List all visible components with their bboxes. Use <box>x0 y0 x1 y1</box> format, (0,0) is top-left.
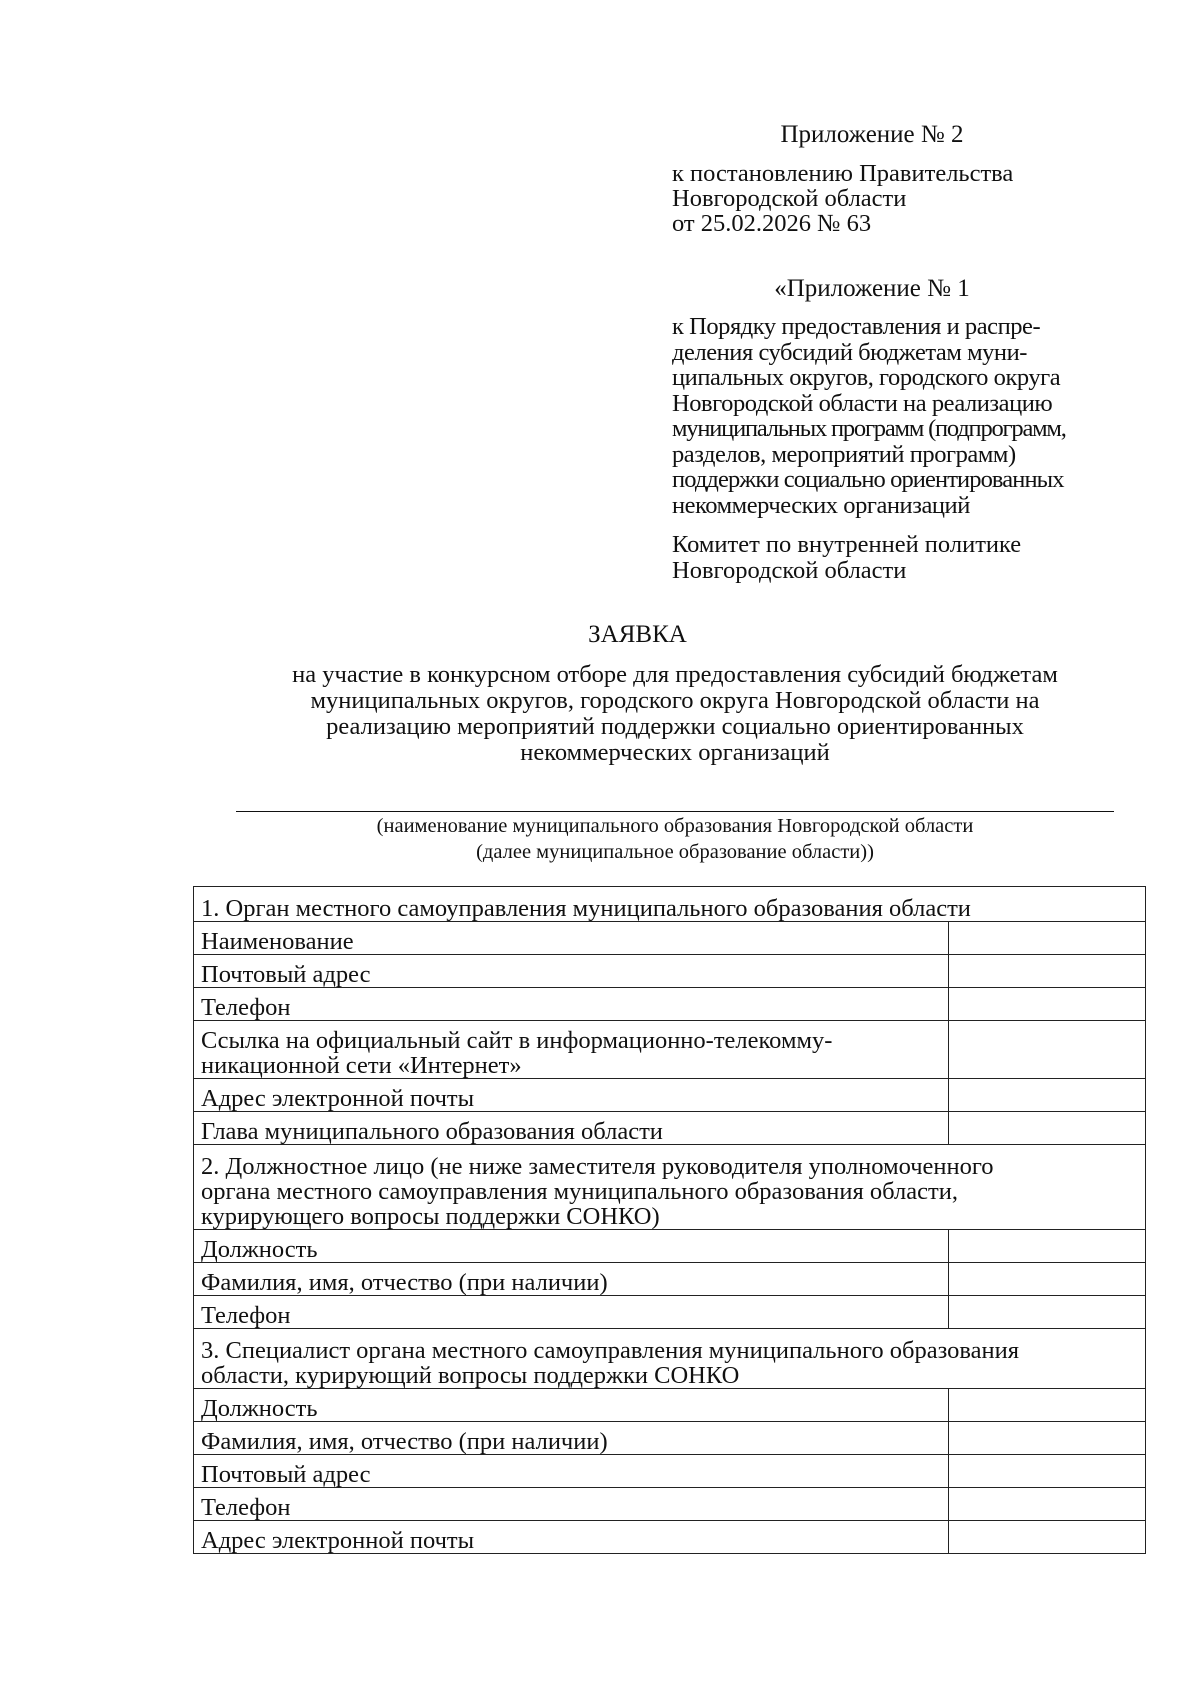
field-value-cell[interactable] <box>948 988 1146 1021</box>
appendix1-procedure-ref <box>672 314 1066 518</box>
field-label-line: Телефон <box>201 1494 291 1521</box>
table-row <box>194 1079 1146 1112</box>
section2-header-line: курирующего вопросы поддержки СОНКО) <box>201 1203 660 1230</box>
appendix1-line: муниципальных программ (подпрограмм, <box>672 415 1066 442</box>
appendix1-line: ципальных округов, городского округа <box>672 364 1061 391</box>
field-value-cell[interactable] <box>948 1521 1146 1554</box>
field-label-line: Почтовый адрес <box>201 1461 371 1488</box>
field-value-cell[interactable] <box>948 955 1146 988</box>
document-subtitle <box>225 662 1125 766</box>
municipality-name-caption <box>236 813 1114 865</box>
field-label-line: Глава муниципального образования области <box>201 1118 663 1145</box>
caption-line: (далее муниципальное образование области)) <box>476 841 874 863</box>
section2-header-line: органа местного самоуправления муниципального образования области, <box>201 1178 958 1205</box>
field-label-line: Адрес электронной почты <box>201 1527 475 1554</box>
table-row <box>194 1230 1146 1263</box>
field-label-line: Ссылка на официальный сайт в информационно-телекомму- <box>201 1027 833 1054</box>
field-label <box>194 1112 949 1145</box>
field-value-cell[interactable] <box>948 1389 1146 1422</box>
field-label <box>194 922 949 955</box>
addressee-line: Новгородской области <box>672 556 907 584</box>
field-value-cell[interactable] <box>948 1296 1146 1329</box>
appendix2-line: Новгородской области <box>672 185 907 212</box>
field-value-cell[interactable] <box>948 1021 1146 1079</box>
table-row <box>194 1422 1146 1455</box>
field-label-line: Телефон <box>201 994 291 1021</box>
field-label-line: Должность <box>201 1236 318 1263</box>
section2-header <box>194 1145 1146 1230</box>
subtitle-line: реализацию мероприятий поддержки социально ориентированных <box>326 713 1024 740</box>
section-header-row <box>194 1145 1146 1230</box>
table-row <box>194 1389 1146 1422</box>
appendix1-line: Новгородской области на реализацию <box>672 389 1053 417</box>
subtitle-line: на участие в конкурсном отборе для предоставления субсидий бюджетам <box>292 661 1058 688</box>
application-form-table <box>193 886 1146 1554</box>
field-value-cell[interactable] <box>948 1230 1146 1263</box>
addressee <box>672 532 1021 583</box>
appendix2-title: Приложение № 2 <box>780 121 964 148</box>
section3-header-line: 3. Специалист органа местного самоуправления муниципального образования <box>201 1337 1019 1364</box>
field-label <box>194 1422 949 1455</box>
section2-header-line: 2. Должностное лицо (не ниже заместителя руководителя уполномоченного <box>201 1153 994 1180</box>
subtitle-line: муниципальных округов, городского округа Новгородской области на <box>310 687 1040 714</box>
field-label <box>194 1296 949 1329</box>
table-row <box>194 1488 1146 1521</box>
section-header-row <box>194 887 1146 922</box>
field-label-line: Наименование <box>201 928 354 955</box>
field-label-line: Фамилия, имя, отчество (при наличии) <box>201 1269 608 1296</box>
document-title: ЗАЯВКА <box>588 621 687 648</box>
field-label-line: никационной сети «Интернет» <box>201 1052 522 1079</box>
field-label <box>194 1521 949 1554</box>
table-row <box>194 955 1146 988</box>
field-value-cell[interactable] <box>948 1112 1146 1145</box>
section1-header: 1. Орган местного самоуправления муниципального образования области <box>194 887 1146 922</box>
addressee-line: Комитет по внутренней политике <box>672 531 1022 558</box>
section3-header-line: области, курирующий вопросы поддержки СОНКО <box>201 1362 740 1389</box>
appendix2-line: к постановлению Правительства <box>672 160 1014 187</box>
field-label-line: Адрес электронной почты <box>201 1085 475 1112</box>
table-row <box>194 1021 1146 1079</box>
field-label <box>194 1389 949 1422</box>
appendix1-line: деления субсидий бюджетам муни- <box>672 338 1027 366</box>
field-label <box>194 955 949 988</box>
appendix2-resolution-ref <box>672 161 1013 236</box>
field-value-cell[interactable] <box>948 1079 1146 1112</box>
appendix1-line: разделов, мероприятий программ) <box>672 440 1016 468</box>
field-value-cell[interactable] <box>948 1455 1146 1488</box>
field-value-cell[interactable] <box>948 922 1146 955</box>
section-header-row <box>194 1329 1146 1389</box>
field-label <box>194 1455 949 1488</box>
field-label <box>194 1263 949 1296</box>
caption-line: (наименование муниципального образования Новгородской области <box>376 815 974 837</box>
table-row <box>194 1521 1146 1554</box>
field-value-cell[interactable] <box>948 1422 1146 1455</box>
municipality-name-blank[interactable] <box>236 811 1114 812</box>
appendix1-title: «Приложение № 1 <box>774 275 970 302</box>
field-label <box>194 1079 949 1112</box>
appendix1-line: к Порядку предоставления и распре- <box>672 313 1041 340</box>
field-value-cell[interactable] <box>948 1263 1146 1296</box>
field-label-line: Фамилия, имя, отчество (при наличии) <box>201 1428 608 1455</box>
table-row <box>194 1296 1146 1329</box>
field-label-line: Телефон <box>201 1302 291 1329</box>
field-label <box>194 1488 949 1521</box>
table-row <box>194 1263 1146 1296</box>
field-label <box>194 1021 949 1079</box>
appendix1-line: поддержки социально ориентированных <box>672 466 1064 493</box>
table-row <box>194 922 1146 955</box>
appendix2-line: от 25.02.2026 № 63 <box>672 210 872 237</box>
field-label-line: Почтовый адрес <box>201 961 371 988</box>
table-row <box>194 1112 1146 1145</box>
table-row <box>194 988 1146 1021</box>
field-label <box>194 988 949 1021</box>
field-label <box>194 1230 949 1263</box>
table-row <box>194 1455 1146 1488</box>
field-value-cell[interactable] <box>948 1488 1146 1521</box>
section3-header <box>194 1329 1146 1389</box>
field-label-line: Должность <box>201 1395 318 1422</box>
subtitle-line: некоммерческих организаций <box>520 739 830 766</box>
appendix1-line: некоммерческих организаций <box>672 491 970 519</box>
